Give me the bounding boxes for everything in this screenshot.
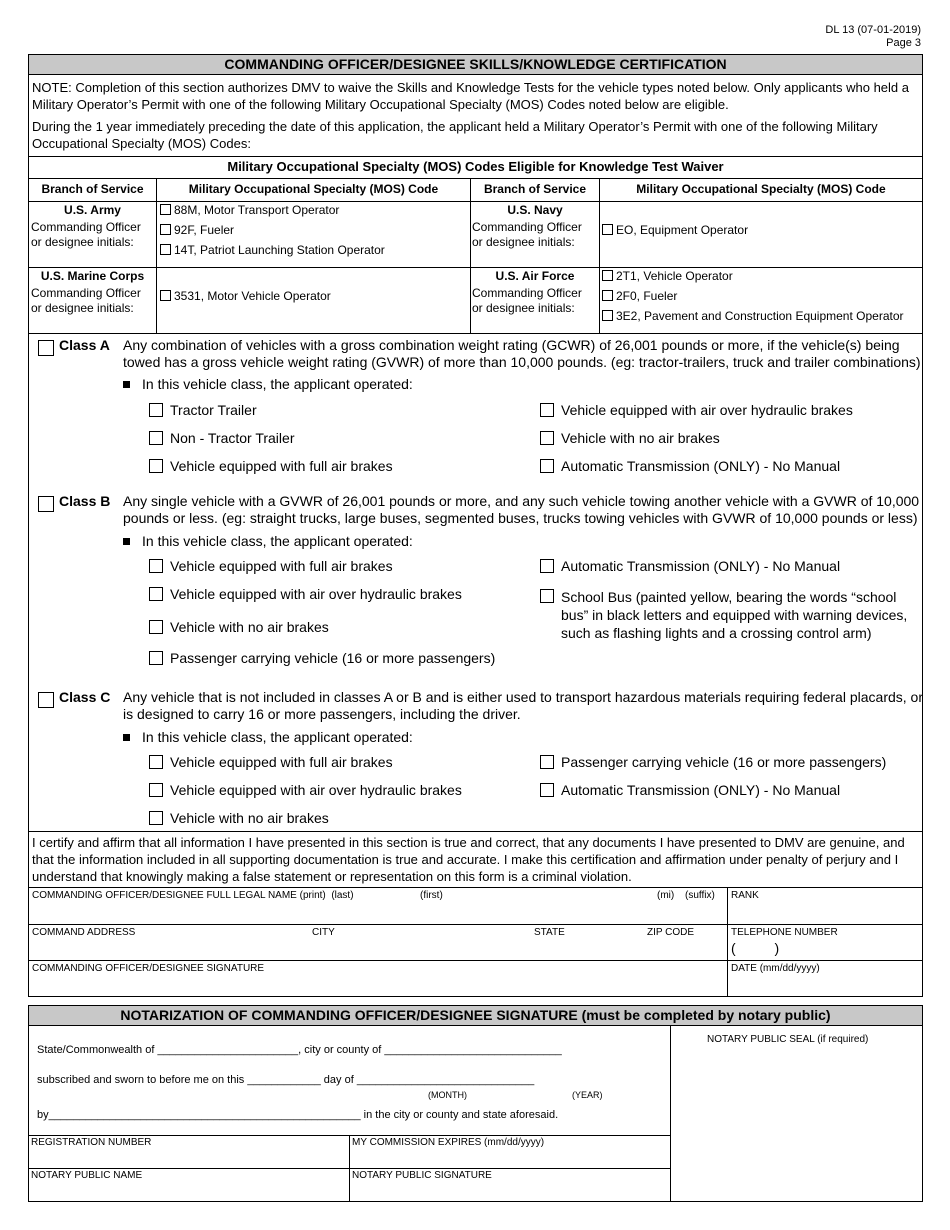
full-name-label: COMMANDING OFFICER/DESIGNEE FULL LEGAL NAME (print) (last) [32,890,354,901]
checkbox[interactable] [540,559,554,573]
month-label: (MONTH) [428,1090,467,1100]
checkbox[interactable] [540,459,554,473]
checkbox[interactable] [602,270,613,281]
notary-seal-label: NOTARY PUBLIC SEAL (if required) [707,1034,869,1045]
form-meta [825,24,921,50]
mi-label: (mi) [657,890,675,901]
registration-number-field[interactable] [30,1150,348,1167]
checkbox[interactable] [149,755,163,769]
rank-field[interactable] [729,903,921,923]
class-c-description: Any vehicle that is not included in classes A or B and is either used to transport hazardous materials requiring federal placards, or is designed to carry 16 or more passengers, including the driver. [123,689,923,722]
class-b-description: Any single vehicle with a GVWR of 26,001 pounds or more, and any such vehicle towing another vehicle with a GVWR of 10,000 pounds or less. (eg: straight trucks, large buses, segmented buses, trucks towing vehicles with GVWR of 10,000 pounds or less) [123,493,920,526]
notary-line-by: by___________________________________________________ in the city or county and state aforesaid. [37,1109,559,1121]
class-b-checkbox[interactable] [38,496,54,512]
divider [29,887,922,888]
certification-note: NOTE: Completion of this section authorizes DMV to waive the Skills and Knowledge Tests for the vehicle types noted below. Only applicants who held a Military Operator’s Permit with one of the following Military Occupational Specialty (MOS) Codes noted below are eligible. [32,80,909,112]
certification-title: COMMANDING OFFICER/DESIGNEE SKILLS/KNOWLEDGE CERTIFICATION [29,55,922,75]
option-label: Vehicle equipped with air over hydraulic brakes [561,402,853,418]
checkbox[interactable] [540,403,554,417]
command-address-field[interactable] [30,940,726,959]
divider [156,178,157,333]
notary-line-sworn: subscribed and sworn to before me on this ____________ day of _____________________________ [37,1074,535,1086]
affirmation-text: I certify and affirm that all information I have presented in this section is true and correct, that any documents I have presented to DMV are genuine, and that the information included in all supporting documentation is true and accurate. I make this certification and affirmation under penalty of perjury and I understand that knowingly making a false statement or representation on this form is a criminal violation. [32,835,905,884]
option-label: Automatic Transmission (ONLY) - No Manual [561,782,841,798]
divider [670,1026,671,1202]
option-label: Vehicle equipped with air over hydraulic brakes [170,586,462,602]
form-id: DL 13 (07-01-2019) [825,24,921,36]
option-label: Passenger carrying vehicle (16 or more passengers) [561,754,887,770]
mos-option[interactable]: 88M, Motor Transport Operator [160,200,385,220]
option-label: Vehicle with no air brakes [561,430,720,446]
mos-header-code: Military Occupational Specialty (MOS) Code [188,182,439,196]
commission-expires-label: MY COMMISSION EXPIRES (mm/dd/yyyy) [352,1137,545,1148]
checkbox[interactable] [540,755,554,769]
checkbox[interactable] [160,244,171,255]
branch-air-force: U.S. Air Force [495,269,575,283]
page-number: Page 3 [886,37,921,49]
notary-name-field[interactable] [30,1183,348,1201]
first-name-label: (first) [420,890,443,901]
checkbox[interactable] [602,310,613,321]
mos-option[interactable]: 92F, Fueler [160,220,385,240]
checkbox[interactable] [149,651,163,665]
divider [349,1135,350,1202]
checkbox[interactable] [160,204,171,215]
checkbox[interactable] [149,811,163,825]
applicant-operated-label: In this vehicle class, the applicant operated: [142,376,413,392]
commission-expires-field[interactable] [351,1150,669,1167]
full-name-field[interactable] [30,903,726,923]
option-label: Vehicle equipped with full air brakes [170,558,393,574]
applicant-operated-label: In this vehicle class, the applicant operated: [142,533,413,549]
date-label: DATE (mm/dd/yyyy) [731,963,820,974]
date-field[interactable] [729,976,921,996]
checkbox[interactable] [540,589,554,603]
certification-section [28,54,923,997]
city-label: CITY [312,927,335,938]
signature-label: COMMANDING OFFICER/DESIGNEE SIGNATURE [32,963,265,974]
telephone-label: TELEPHONE NUMBER [731,927,838,938]
school-bus-label: School Bus (painted yellow, bearing the words “school bus” in black letters and equipped with warning devices, such as flashing lights and a crossing control arm) [561,589,908,641]
checkbox[interactable] [602,290,613,301]
rank-label: RANK [731,890,759,901]
divider [727,887,728,997]
divider [470,178,471,333]
checkbox[interactable] [149,459,163,473]
option-label: Passenger carrying vehicle (16 or more passengers) [170,650,496,666]
checkbox[interactable] [149,783,163,797]
notary-signature-label: NOTARY PUBLIC SIGNATURE [352,1170,492,1181]
mos-header-branch: Branch of Service [41,182,144,196]
registration-number-label: REGISTRATION NUMBER [31,1137,152,1148]
initials-label: Commanding Officer or designee initials: [31,220,141,249]
divider [29,178,922,179]
army-codes [160,200,385,260]
mos-option[interactable]: EO, Equipment Operator [602,220,748,240]
certification-intro: During the 1 year immediately preceding the date of this application, the applicant held a Military Operator’s Permit with one of the following Military Occupational Specialty (MOS) Codes: [32,119,878,151]
class-b-label: Class B [59,493,111,509]
checkbox[interactable] [160,290,171,301]
checkbox[interactable] [149,431,163,445]
option-label: Vehicle equipped with air over hydraulic brakes [170,782,462,798]
suffix-label: (suffix) [685,890,715,901]
navy-codes [602,220,748,240]
checkbox[interactable] [160,224,171,235]
initials-label: Commanding Officer or designee initials: [31,286,141,315]
initials-label: Commanding Officer or designee initials: [472,220,582,249]
notary-section [28,1005,923,1202]
mos-header-code: Military Occupational Specialty (MOS) Code [636,182,886,196]
option-label: Automatic Transmission (ONLY) - No Manual [561,558,841,574]
checkbox[interactable] [149,559,163,573]
notary-line-state: State/Commonwealth of _______________________, city or county of _____________________________ [37,1044,562,1056]
divider [599,178,600,333]
zip-code-label: ZIP CODE [647,927,695,938]
option-label: Tractor Trailer [170,402,257,418]
marines-codes [160,286,331,306]
option-label: Vehicle equipped with full air brakes [170,458,393,474]
checkbox[interactable] [540,431,554,445]
telephone-field[interactable]: ( ) [731,940,780,956]
option-label: Vehicle with no air brakes [170,619,329,635]
checkbox[interactable] [149,587,163,601]
signature-field[interactable] [30,976,726,996]
notary-seal-area[interactable] [672,1050,922,1200]
class-c-checkbox[interactable] [38,692,54,708]
mos-option[interactable]: 14T, Patriot Launching Station Operator [160,240,385,260]
notary-title: NOTARIZATION OF COMMANDING OFFICER/DESIGNEE SIGNATURE (must be completed by notary public) [29,1006,922,1026]
mos-option[interactable]: 2T1, Vehicle Operator [602,266,904,286]
mos-option[interactable]: 3531, Motor Vehicle Operator [160,286,331,306]
checkbox[interactable] [149,620,163,634]
class-a-label: Class A [59,337,110,353]
command-address-label: COMMAND ADDRESS [32,927,136,938]
divider [29,156,922,157]
checkbox[interactable] [540,783,554,797]
divider [29,960,922,961]
initials-label: Commanding Officer or designee initials: [472,286,582,315]
option-label: Vehicle equipped with full air brakes [170,754,393,770]
mos-option[interactable]: 2F0, Fueler [602,286,904,306]
mos-option[interactable]: 3E2, Pavement and Construction Equipment Operator [602,306,904,326]
divider [29,924,922,925]
bullet-icon [123,734,130,741]
air-force-codes [602,266,904,326]
state-label: STATE [534,927,565,938]
mos-table-title: Military Occupational Specialty (MOS) Codes Eligible for Knowledge Test Waiver [227,159,724,174]
class-a-checkbox[interactable] [38,340,54,356]
notary-signature-field[interactable] [351,1183,669,1201]
bullet-icon [123,381,130,388]
divider [29,831,922,832]
class-c-label: Class C [59,689,111,705]
branch-navy: U.S. Navy [507,203,563,217]
option-label: Non - Tractor Trailer [170,430,295,446]
branch-marines: U.S. Marine Corps [40,269,145,283]
notary-name-label: NOTARY PUBLIC NAME [31,1170,143,1181]
branch-army: U.S. Army [64,203,121,217]
divider [29,333,922,334]
checkbox[interactable] [602,224,613,235]
applicant-operated-label: In this vehicle class, the applicant operated: [142,729,413,745]
checkbox[interactable] [149,403,163,417]
option-label: Vehicle with no air brakes [170,810,329,826]
option-label: Automatic Transmission (ONLY) - No Manual [561,458,841,474]
bullet-icon [123,538,130,545]
year-label: (YEAR) [572,1090,603,1100]
mos-header-branch: Branch of Service [483,182,587,196]
class-a-description: Any combination of vehicles with a gross combination weight rating (GCWR) of 26,001 pounds or more, if the vehicle(s) being towed has a gross vehicle weight rating (GVWR) of more than 10,000 pounds. (eg: tractor-trailers, truck and trailer combinations) [123,337,921,370]
